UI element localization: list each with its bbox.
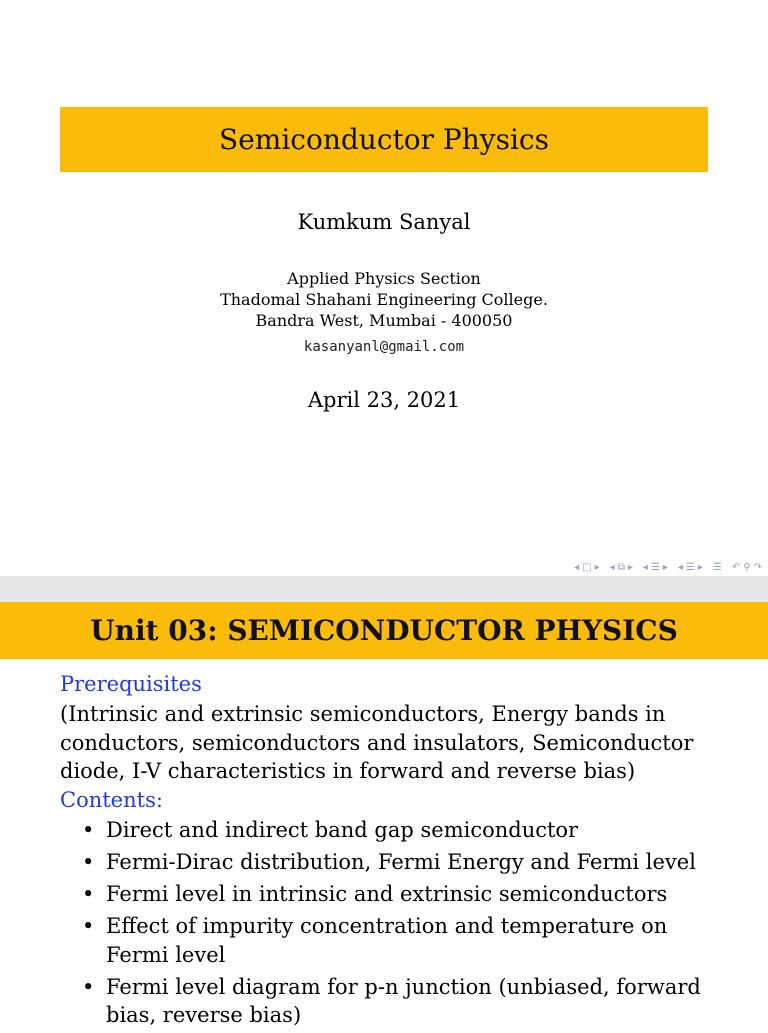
list-item: • Fermi level in intrinsic and extrinsic semiconductors: [78, 880, 728, 909]
nav-subsection-icon[interactable]: ☰: [650, 561, 660, 573]
prerequisites-text: (Intrinsic and extrinsic semiconductors, Energy bands in conductors, semiconductors and insulators, Semiconductor diode, I-V characteristics in forward and reverse bias): [60, 702, 694, 783]
institute-line: Bandra West, Mumbai - 400050: [255, 311, 513, 330]
contents-heading: Contents:: [60, 788, 163, 812]
list-item: • Fermi-Dirac distribution, Fermi Energy and Fermi level: [78, 848, 728, 877]
institute-block: [0, 268, 768, 331]
prerequisites-heading: Prerequisites: [60, 672, 202, 696]
institute-line: Applied Physics Section: [287, 269, 481, 288]
misc-nav: [732, 562, 762, 573]
nav-prev-subsection-icon[interactable]: ◂: [642, 561, 648, 573]
beamer-navigation-bar: [574, 560, 762, 574]
subframe-nav: [610, 562, 633, 573]
nav-forward-icon[interactable]: ↷: [753, 561, 762, 573]
author-email: kasanyanl@gmail.com: [303, 339, 465, 355]
nav-next-section-icon[interactable]: ▸: [697, 561, 703, 573]
nav-outline-icon[interactable]: ☰: [712, 561, 722, 573]
list-item: • Direct and indirect band gap semiconductor: [78, 816, 728, 845]
title-banner: [60, 107, 708, 172]
section-nav: [678, 562, 703, 573]
nav-frame-icon[interactable]: □: [582, 561, 592, 573]
institute-line: Thadomal Shahani Engineering College.: [220, 290, 548, 309]
presentation-title: Semiconductor Physics: [219, 123, 549, 156]
nav-prev-section-icon[interactable]: ◂: [677, 561, 683, 573]
nav-prev-frame-icon[interactable]: ◂: [574, 561, 580, 573]
contents-list: [78, 816, 728, 1033]
nav-prev-subframe-icon[interactable]: ◂: [609, 561, 615, 573]
unit-title: Unit 03: SEMICONDUCTOR PHYSICS: [90, 614, 678, 647]
author-name: Kumkum Sanyal: [297, 210, 471, 234]
frame-nav: [574, 562, 600, 573]
nav-next-subsection-icon[interactable]: ▸: [662, 561, 668, 573]
subsection-nav: [643, 562, 668, 573]
list-item: • Effect of impurity concentration and temperature on Fermi level: [78, 912, 728, 969]
presentation-date: April 23, 2021: [307, 388, 461, 412]
document-nav: [713, 562, 722, 573]
nav-back-icon[interactable]: ↶: [731, 561, 741, 573]
nav-search-icon[interactable]: ⚲: [743, 561, 751, 573]
page-separator: [0, 576, 768, 602]
unit-title-banner: [0, 602, 768, 659]
nav-section-icon[interactable]: ☰: [685, 561, 695, 573]
content-slide: [0, 602, 768, 1027]
nav-next-subframe-icon[interactable]: ▸: [627, 561, 633, 573]
nav-next-frame-icon[interactable]: ▸: [594, 561, 600, 573]
list-item: • Fermi level diagram for p-n junction (unbiased, forward bias, reverse bias): [78, 973, 728, 1030]
nav-subframe-icon[interactable]: ⧉: [617, 561, 625, 573]
